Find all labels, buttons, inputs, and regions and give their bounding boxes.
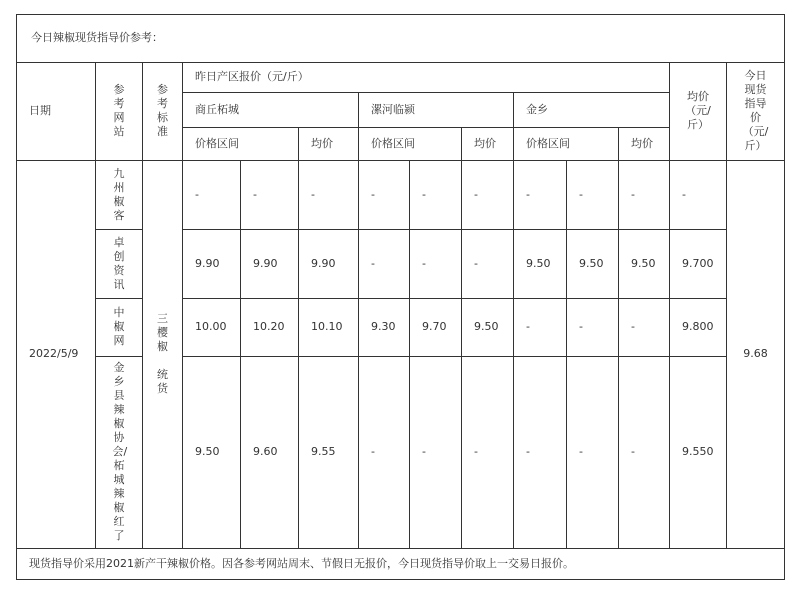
site-cell: 卓创资讯 — [96, 230, 143, 299]
footer-note: 现货指导价采用2021新产干辣椒价格。因各参考网站周末、节假日无报价，今日现货指导价取上一交易日报价。 — [17, 548, 785, 580]
table-row — [17, 161, 785, 230]
price-cell: 9.50 — [462, 298, 514, 356]
region-group-header: 昨日产区报价（元/斤） — [183, 62, 670, 92]
price-cell: 9.90 — [183, 230, 241, 299]
avg-cell: - — [670, 161, 727, 230]
price-cell: - — [410, 161, 462, 230]
price-cell: - — [567, 161, 619, 230]
avg-header: 均价 — [299, 127, 359, 160]
price-cell: 10.10 — [299, 298, 359, 356]
avg-cell: 9.550 — [670, 356, 727, 548]
price-range-header: 价格区间 — [183, 127, 299, 160]
standard-header: 参考标准 — [143, 62, 183, 160]
price-cell: - — [514, 298, 567, 356]
date-cell: 2022/5/9 — [17, 161, 96, 548]
avg-header: 均价 — [462, 127, 514, 160]
table-title: 今日辣椒现货指导价参考： — [17, 15, 785, 63]
price-range-header: 价格区间 — [514, 127, 619, 160]
price-cell: - — [514, 356, 567, 548]
standard-cell: 三樱椒 统货 — [143, 161, 183, 548]
site-cell: 金乡县辣椒协会/柘城辣椒红了 — [96, 356, 143, 548]
date-header: 日期 — [17, 62, 96, 160]
site-header: 参考网站 — [96, 62, 143, 160]
site-cell: 中椒网 — [96, 298, 143, 356]
price-cell: - — [359, 356, 410, 548]
table-row — [17, 298, 785, 356]
price-cell: 9.55 — [299, 356, 359, 548]
table-row — [17, 356, 785, 548]
table-row — [17, 230, 785, 299]
price-cell: - — [359, 230, 410, 299]
price-cell: - — [410, 356, 462, 548]
price-cell: - — [462, 230, 514, 299]
price-cell: 9.50 — [183, 356, 241, 548]
region-header-luohe: 漯河临颍 — [359, 93, 514, 127]
price-cell: 9.90 — [299, 230, 359, 299]
price-cell: - — [619, 161, 670, 230]
price-cell: 9.50 — [619, 230, 670, 299]
avg-cell: 9.700 — [670, 230, 727, 299]
price-cell: 10.00 — [183, 298, 241, 356]
price-cell: - — [462, 356, 514, 548]
price-table — [16, 14, 785, 580]
price-cell: - — [567, 356, 619, 548]
price-cell: - — [619, 298, 670, 356]
today-price-cell: 9.68 — [727, 161, 785, 548]
price-cell: - — [410, 230, 462, 299]
price-cell: 9.50 — [567, 230, 619, 299]
price-cell: 9.50 — [514, 230, 567, 299]
price-cell: 9.90 — [241, 230, 299, 299]
price-cell: - — [183, 161, 241, 230]
price-cell: 9.30 — [359, 298, 410, 356]
site-cell: 九州椒客 — [96, 161, 143, 230]
region-header-shangqiu: 商丘柘城 — [183, 93, 359, 127]
price-cell: - — [299, 161, 359, 230]
today-price-header: 今日现货指导价（元/斤） — [727, 62, 785, 160]
price-cell: - — [567, 298, 619, 356]
price-range-header: 价格区间 — [359, 127, 462, 160]
price-cell: 10.20 — [241, 298, 299, 356]
region-header-jinxiang: 金乡 — [514, 93, 670, 127]
avg-col-header: 均价 （元/斤） — [670, 62, 727, 160]
price-cell: - — [241, 161, 299, 230]
avg-header: 均价 — [619, 127, 670, 160]
price-cell: - — [359, 161, 410, 230]
price-cell: - — [462, 161, 514, 230]
price-cell: - — [619, 356, 670, 548]
price-cell: 9.70 — [410, 298, 462, 356]
price-cell: 9.60 — [241, 356, 299, 548]
price-cell: - — [514, 161, 567, 230]
avg-cell: 9.800 — [670, 298, 727, 356]
